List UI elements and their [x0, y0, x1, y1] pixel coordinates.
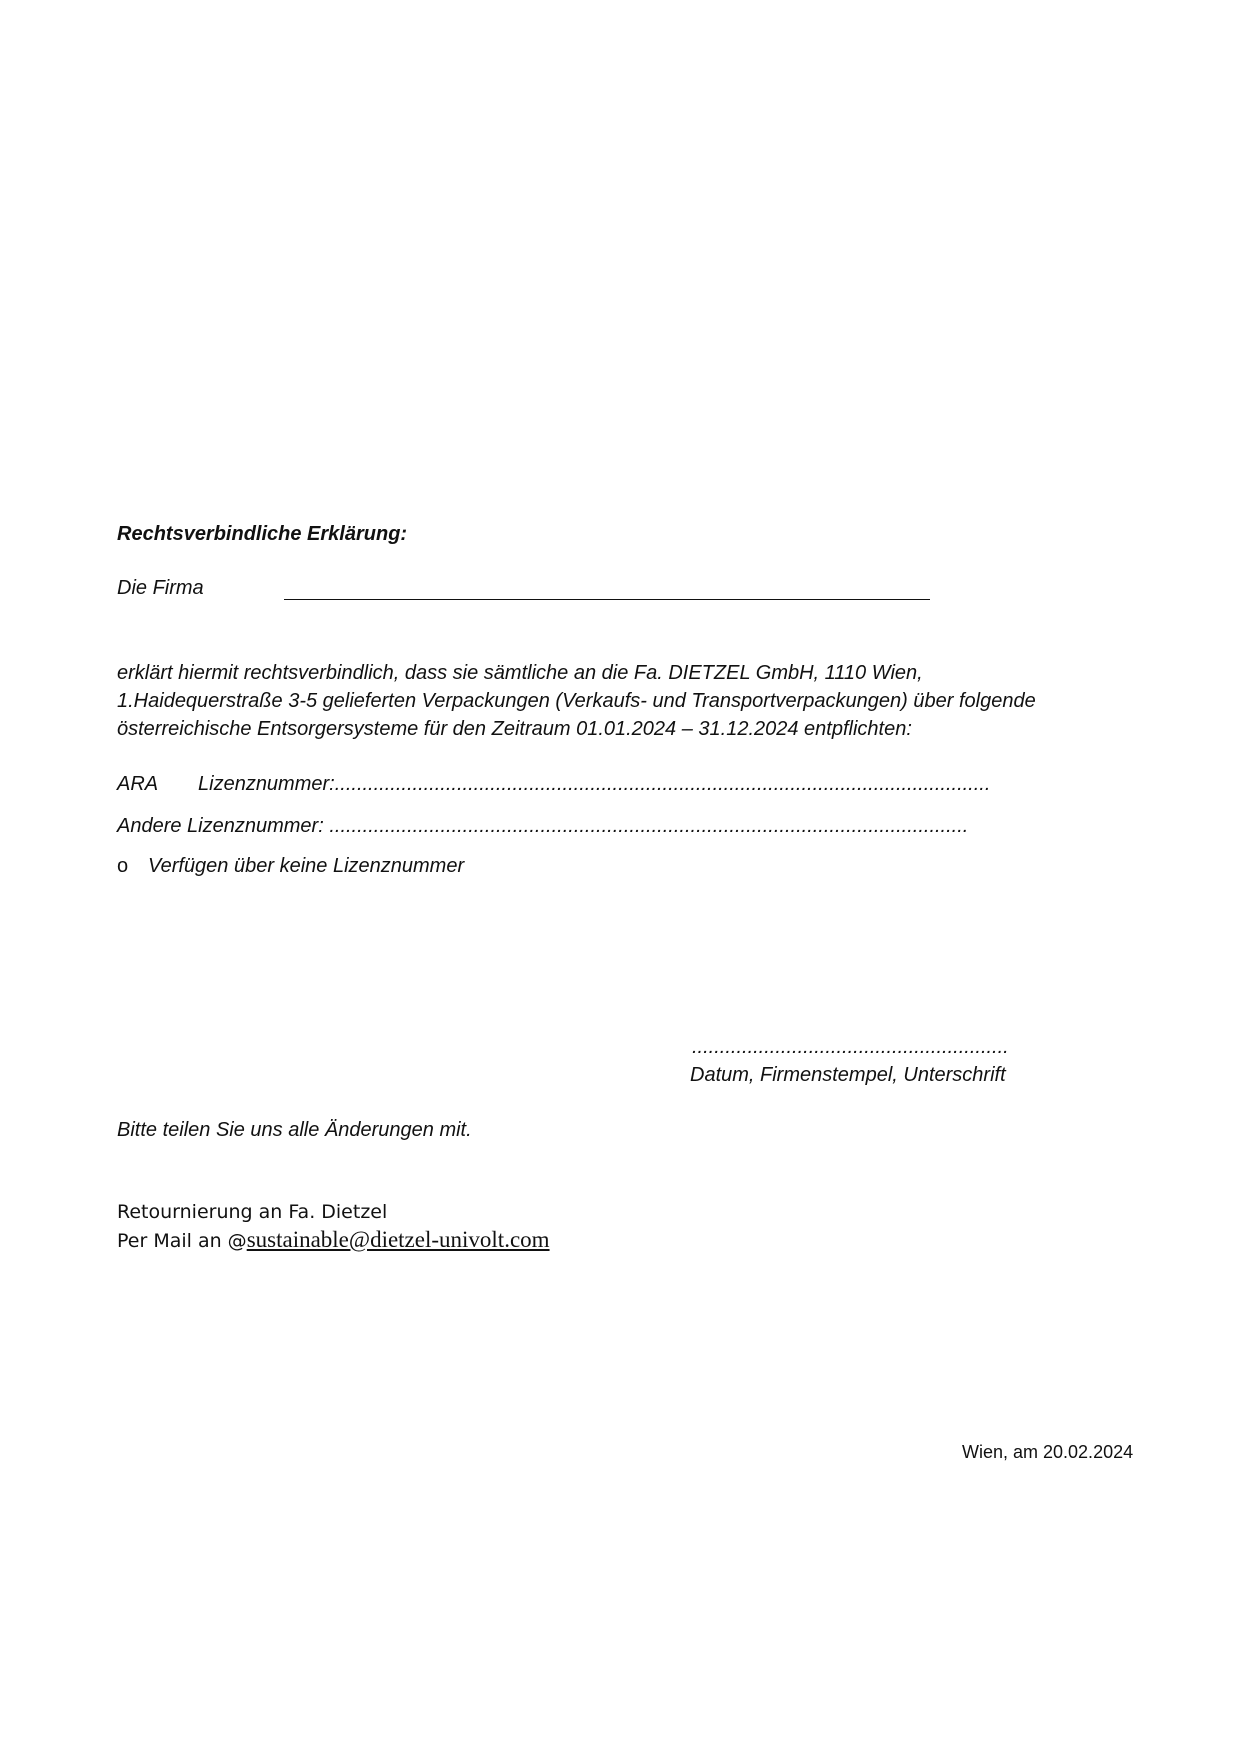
place-date: Wien, am 20.02.2024: [962, 1442, 1134, 1462]
other-license-row[interactable]: [117, 813, 968, 839]
checkbox-circle-icon[interactable]: o: [117, 855, 129, 877]
mail-instruction: [117, 1227, 550, 1254]
paragraph-line: 1.Haidequerstraße 3-5 gelieferten Verpackungen (Verkaufs- und Transportverpackungen) über folgende: [117, 690, 1036, 712]
paragraph-line: erklärt hiermit rechtsverbindlich, dass sie sämtliche an die Fa. DIETZEL GmbH, 1110 Wien,: [117, 662, 923, 684]
mail-prefix: Per Mail an @: [117, 1230, 247, 1252]
ara-license-field[interactable]: Lizenznummer:......................................................................................................................: [198, 773, 991, 795]
paragraph-line: österreichische Entsorgersysteme für den Zeitraum 01.01.2024 – 31.12.2024 entpflichten:: [117, 718, 912, 740]
other-license-field[interactable]: Andere Lizenznummer: ...................................................................................................................: [117, 815, 969, 837]
changes-note: Bitte teilen Sie uns alle Änderungen mit.: [117, 1119, 472, 1141]
declaration-heading: Rechtsverbindliche Erklärung:: [117, 523, 408, 545]
signature-line[interactable]: .........................................................: [692, 1036, 1009, 1058]
declaration-paragraph: [117, 659, 1036, 743]
email-link[interactable]: sustainable@dietzel-univolt.com: [246, 1227, 550, 1252]
firma-label: Die Firma: [117, 577, 204, 599]
firma-name-line[interactable]: [284, 599, 930, 600]
no-license-option[interactable]: [117, 853, 464, 879]
no-license-label: Verfügen über keine Lizenznummer: [148, 855, 465, 877]
ara-code: ARA: [117, 773, 159, 795]
signature-caption: Datum, Firmenstempel, Unterschrift: [690, 1064, 1006, 1086]
return-instruction: Retournierung an Fa. Dietzel: [117, 1201, 388, 1223]
ara-license-row[interactable]: [117, 771, 990, 797]
